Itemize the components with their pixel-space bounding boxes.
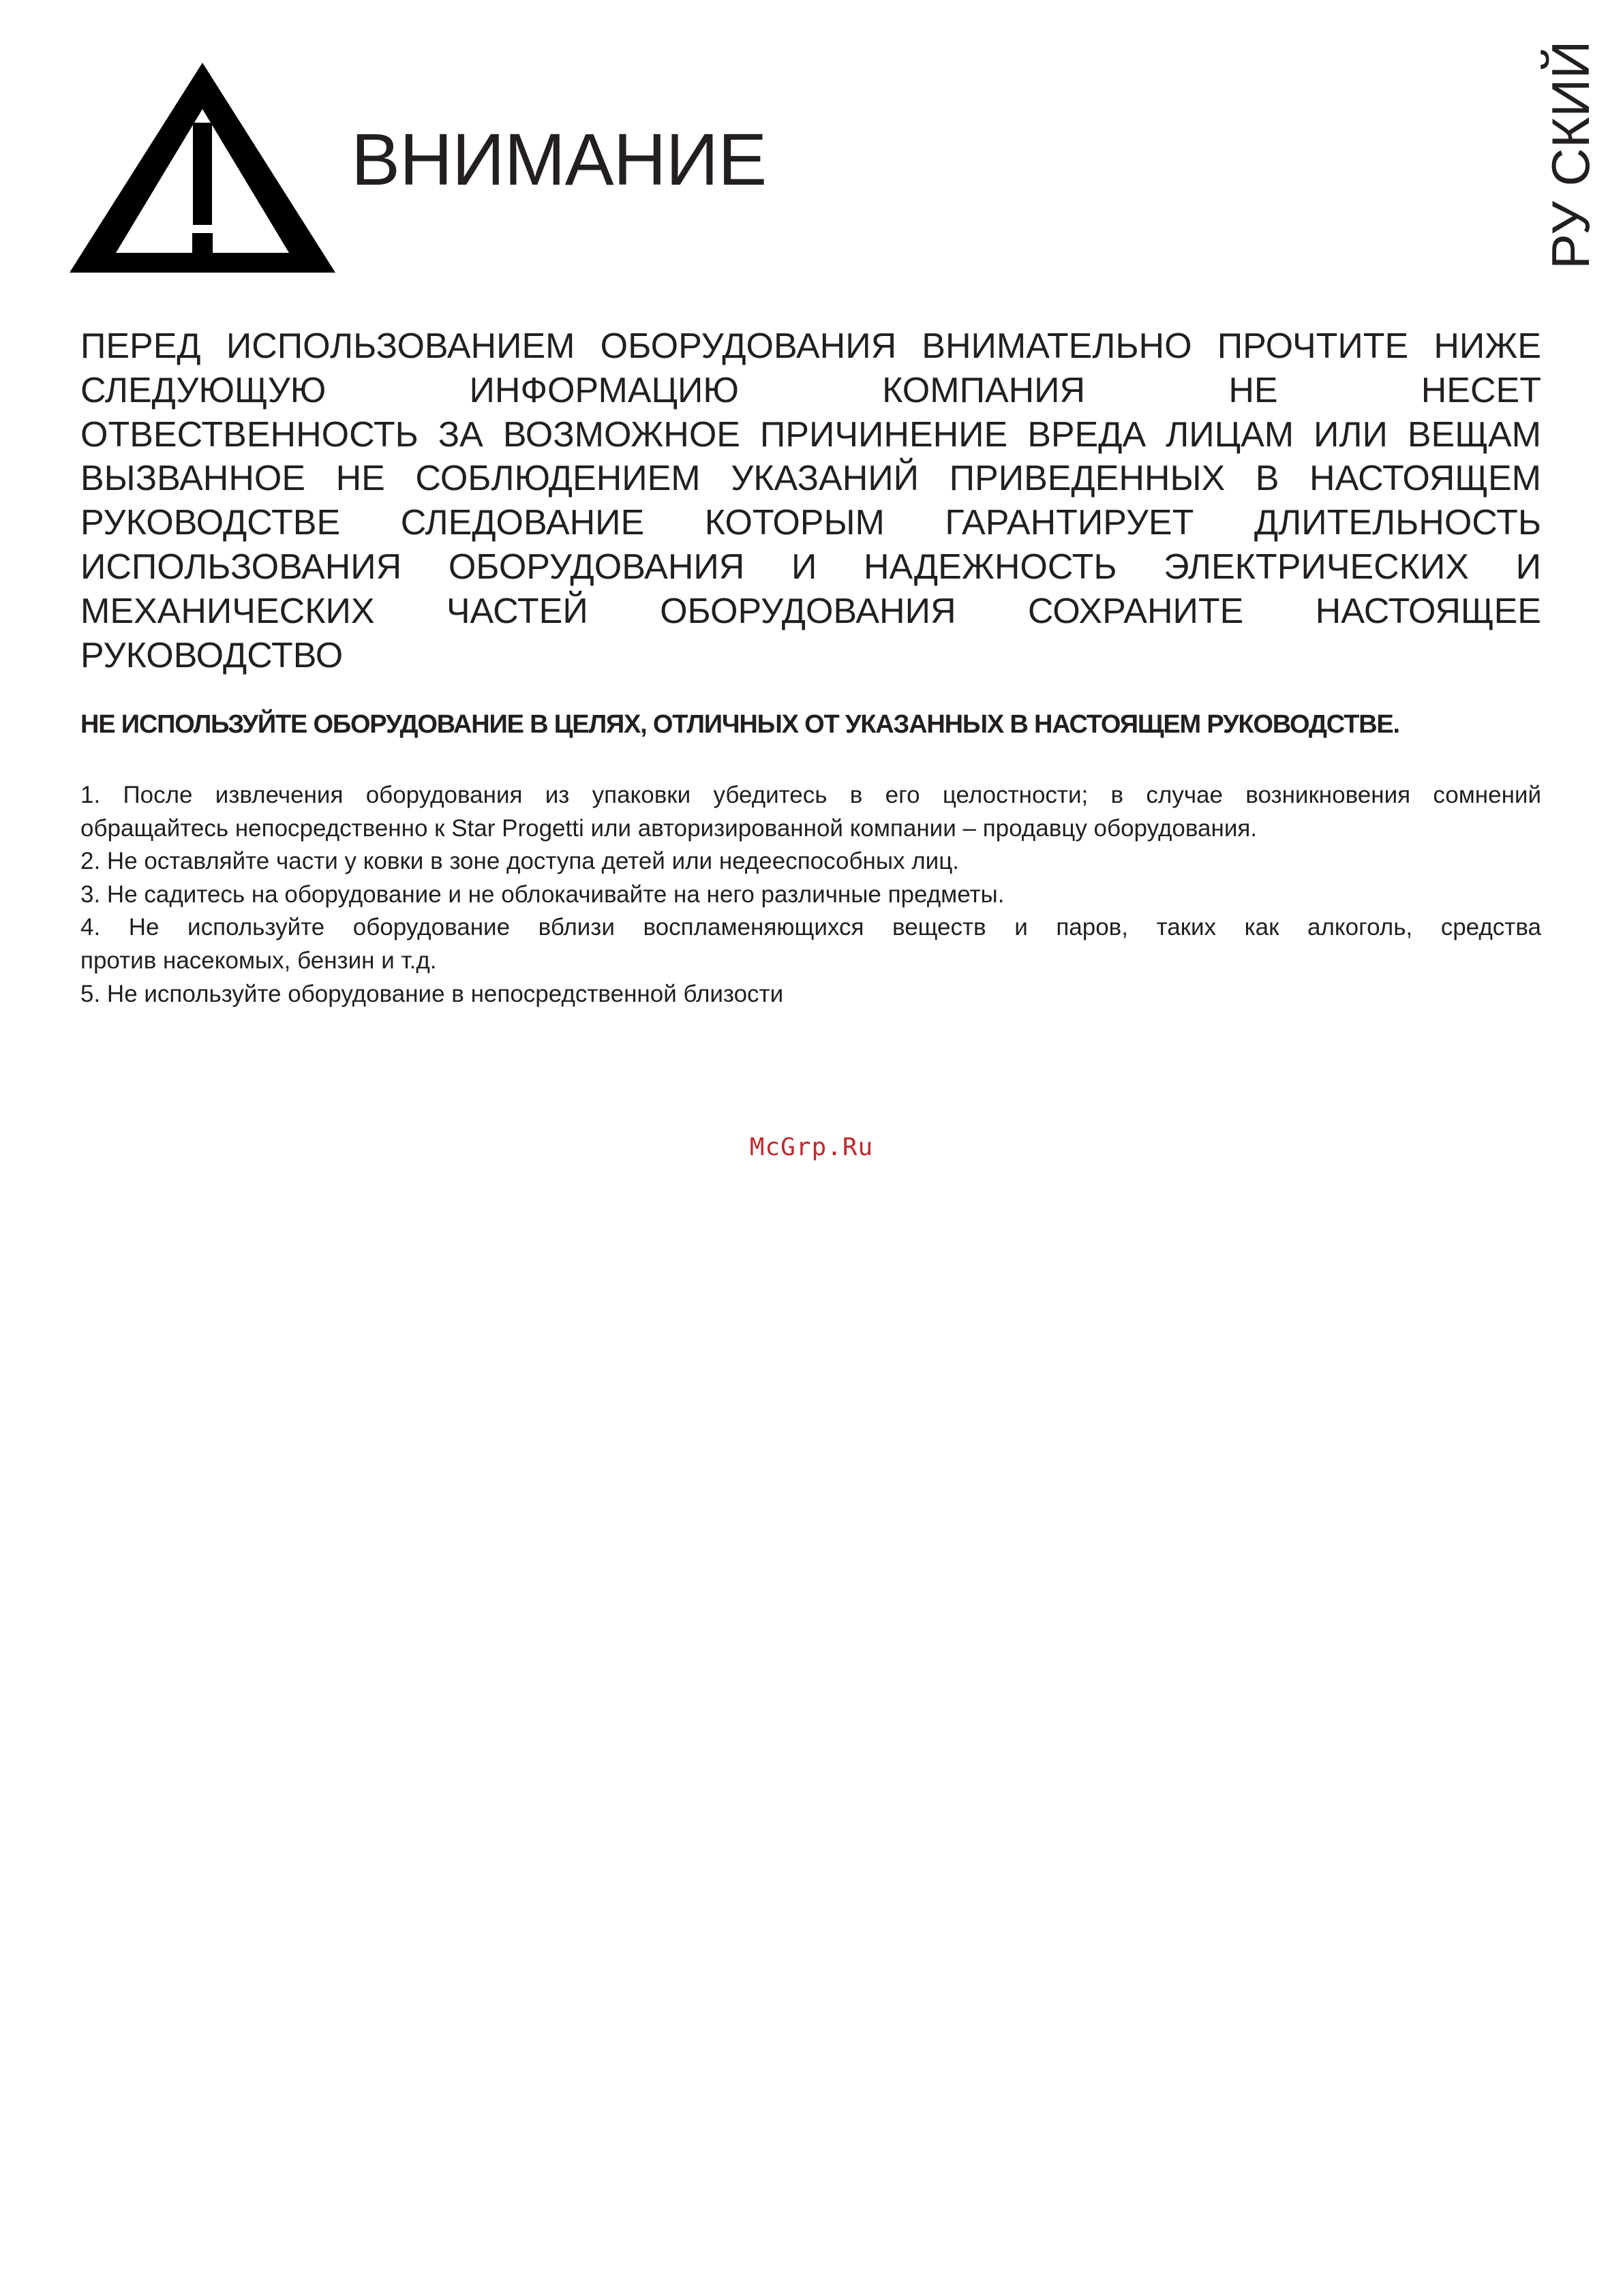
instruction-line: 3. Не садитесь на оборудование и не облокачивайте на него различные предметы. <box>80 881 1005 908</box>
instruction-line: 2. Не оставляйте части у ковки в зоне доступа детей или недееспособных лиц. <box>80 848 959 875</box>
lead-paragraph <box>80 324 1541 677</box>
lead-line: МЕХАНИЧЕСКИХ ЧАСТЕЙ ОБОРУДОВАНИЯ СОХРАНИТЕ НАСТОЯЩЕЕ <box>80 591 1541 631</box>
lead-line: ВЫЗВАННОЕ НЕ СОБЛЮДЕНИЕМ УКАЗАНИЙ ПРИВЕДЕННЫХ В НАСТОЯЩЕМ <box>80 459 1541 499</box>
instructions-list <box>80 779 1541 1011</box>
usage-notice: НЕ ИСПОЛЬЗУЙТЕ ОБОРУДОВАНИЕ В ЦЕЛЯХ, ОТЛИЧНЫХ ОТ УКАЗАННЫХ В НАСТОЯЩЕМ РУКОВОДСТВЕ. <box>80 710 1399 739</box>
instruction-line: обращайтесь непосредственно к Star Progetti или авторизированной компании – продавцу оборудования. <box>80 814 1258 842</box>
page-title: ВНИМАНИЕ <box>351 118 767 201</box>
instruction-line: 4. Не используйте оборудование вблизи воспламеняющихся веществ и паров, таких как алкоголь, средства <box>80 914 1541 941</box>
lead-line: ПЕРЕД ИСПОЛЬЗОВАНИЕМ ОБОРУДОВАНИЯ ВНИМАТЕЛЬНО ПРОЧТИТЕ НИЖЕ <box>80 326 1541 366</box>
lead-line: РУКОВОДСТВЕ СЛЕДОВАНИЕ КОТОРЫМ ГАРАНТИРУЕТ ДЛИТЕЛЬНОСТЬ <box>80 503 1541 543</box>
watermark: McGrp.Ru <box>749 1133 874 1161</box>
instruction-line: против насекомых, бензин и т.д. <box>80 947 437 974</box>
lead-line: РУКОВОДСТВО <box>80 635 344 675</box>
instruction-line: 1. После извлечения оборудования из упаковки убедитесь в его целостности; в случае возникновения сомнений <box>80 782 1541 808</box>
lead-line: СЛЕДУЮЩУЮ ИНФОРМАЦИЮ КОМПАНИЯ НЕ НЕСЕТ <box>80 370 1541 410</box>
language-tab: РУ СКИЙ <box>1541 40 1601 269</box>
lead-line: ОТВЕСТВЕННОСТЬ ЗА ВОЗМОЖНОЕ ПРИЧИНЕНИЕ ВРЕДА ЛИЦАМ ИЛИ ВЕЩАМ <box>80 414 1541 455</box>
instruction-line: 5. Не используйте оборудование в непосредственной близости <box>80 980 784 1007</box>
lead-line: ИСПОЛЬЗОВАНИЯ ОБОРУДОВАНИЯ И НАДЕЖНОСТЬ ЭЛЕКТРИЧЕСКИХ И <box>80 547 1541 587</box>
warning-triangle-icon <box>68 60 337 274</box>
